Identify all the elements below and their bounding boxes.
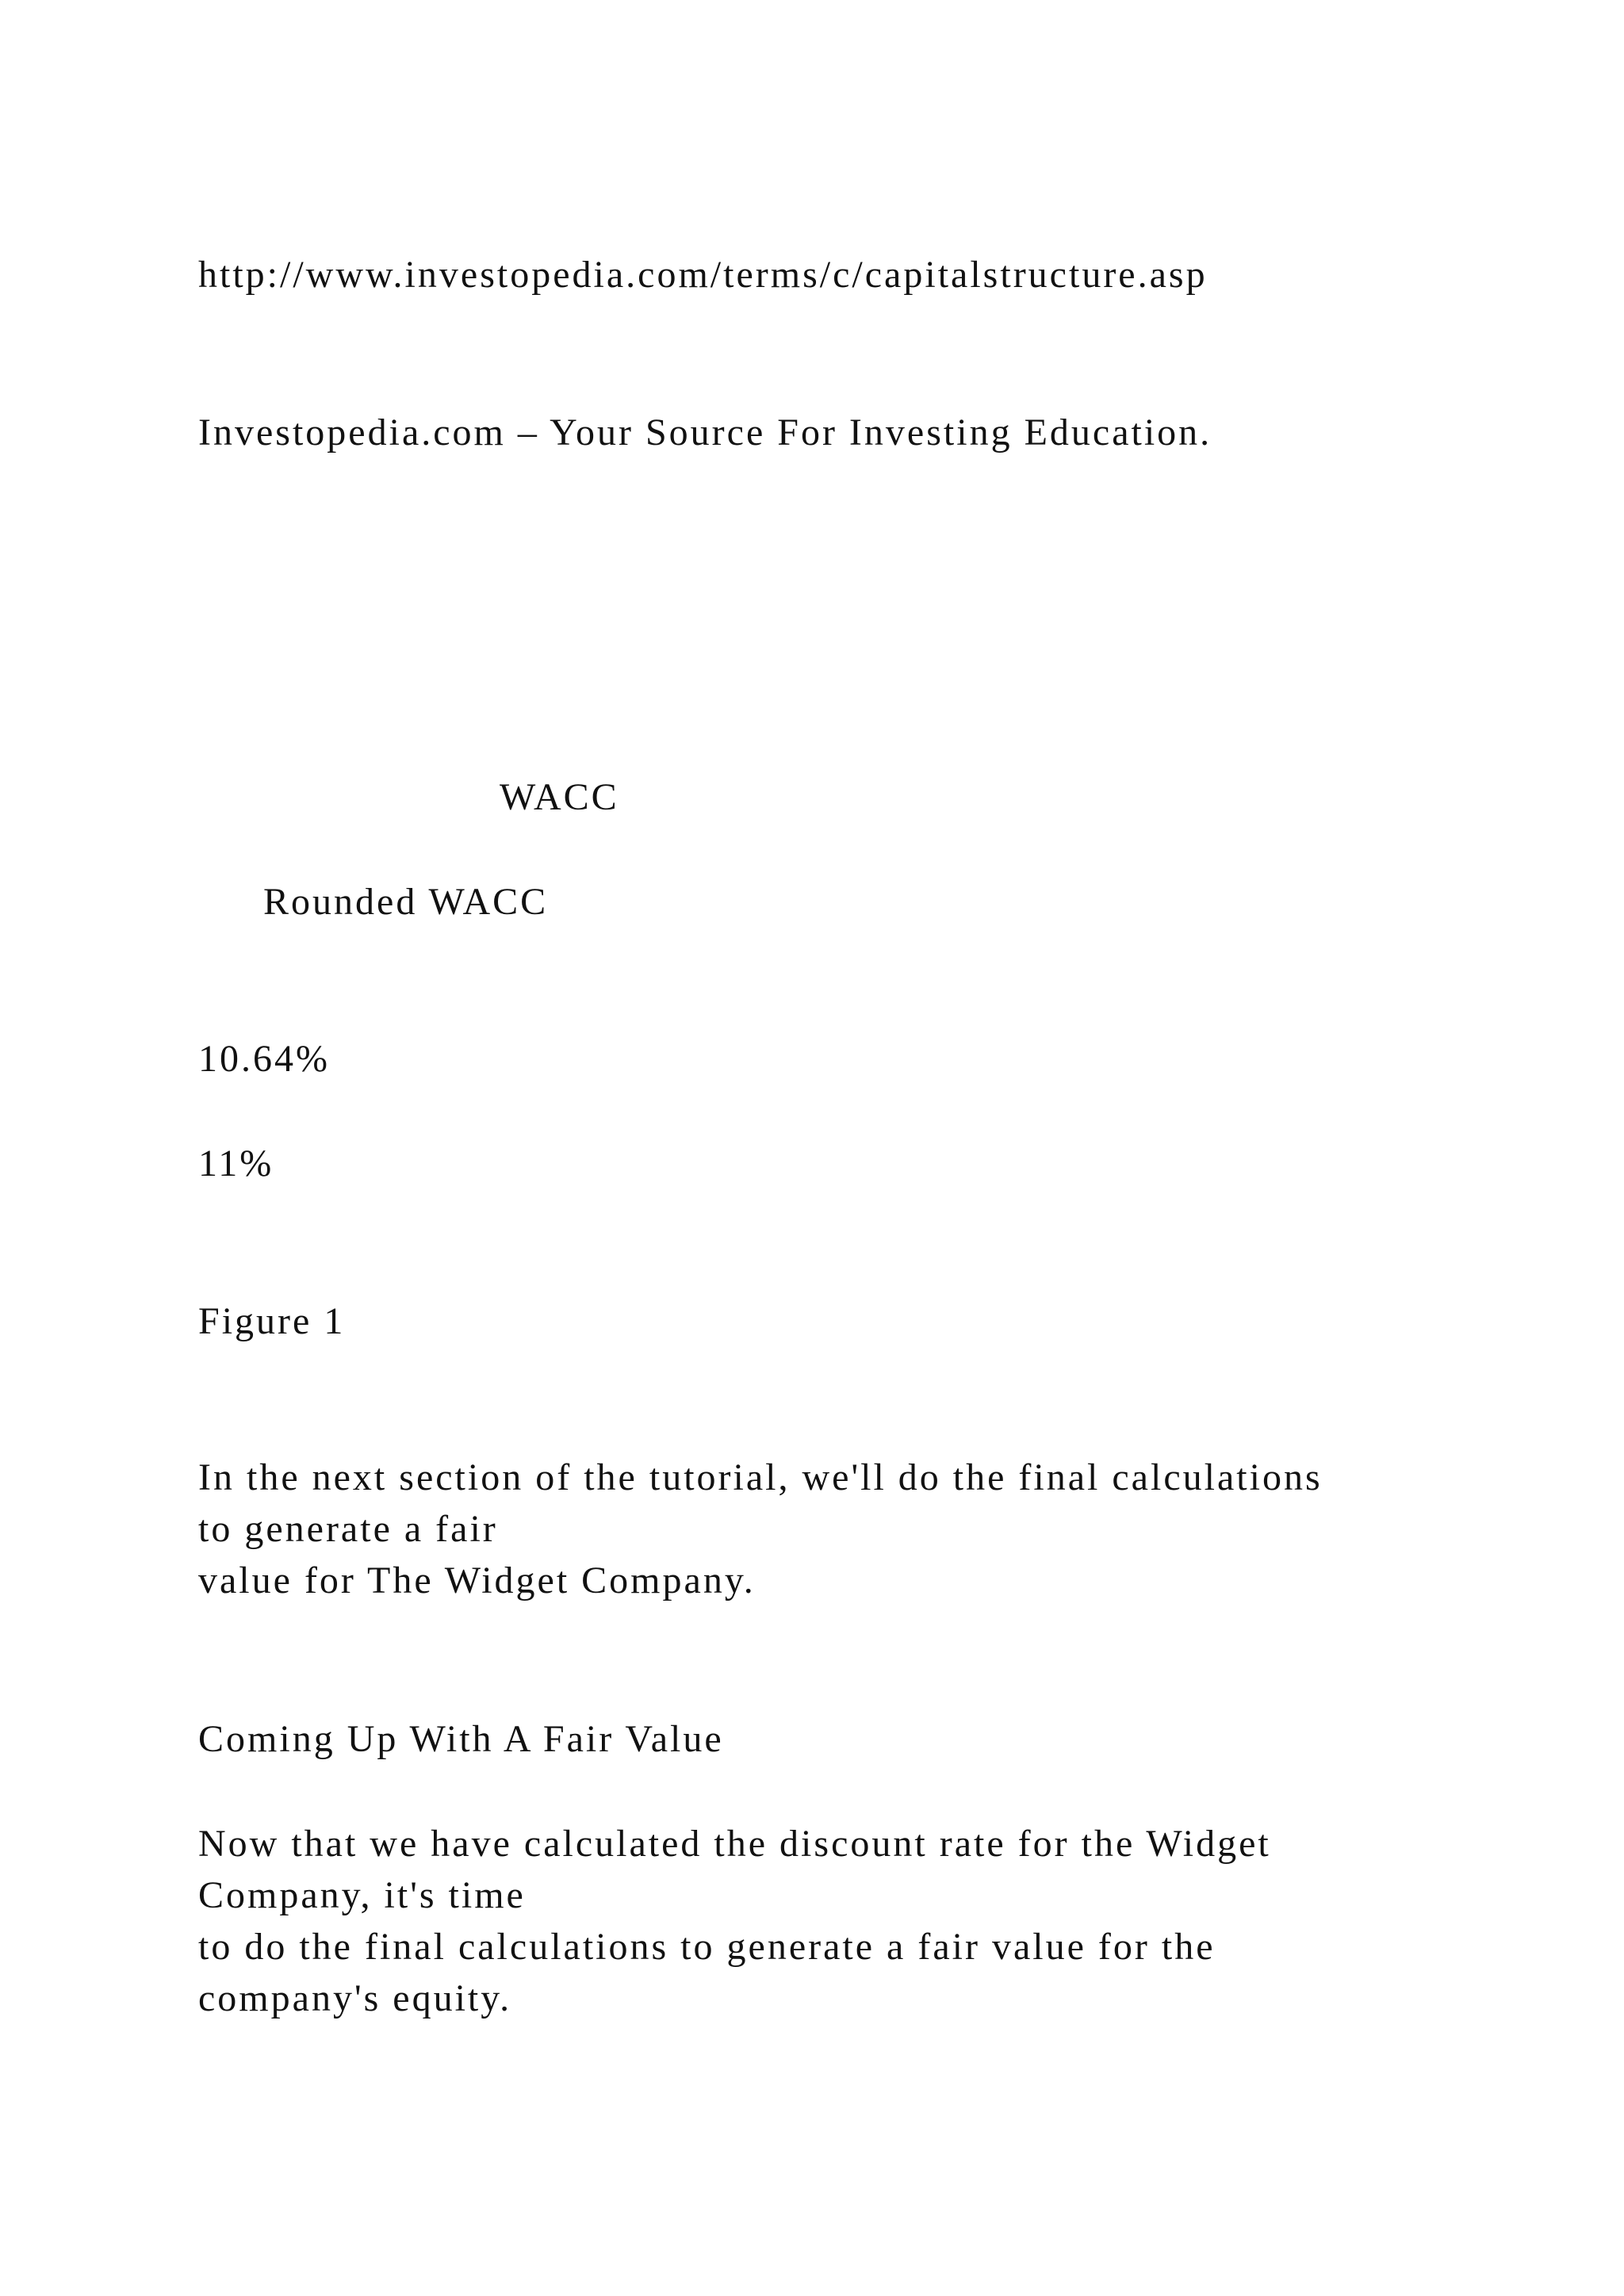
paragraph-line: Company, it's time	[198, 1874, 526, 1916]
source-url: http://www.investopedia.com/terms/c/capitalstructure.asp	[198, 254, 1208, 296]
paragraph-line: value for The Widget Company.	[198, 1559, 756, 1601]
rounded-wacc-value: 11%	[198, 1142, 274, 1184]
fair-value-paragraph	[198, 1818, 1271, 2024]
next-section-paragraph	[198, 1452, 1323, 1606]
paragraph-line: to generate a fair	[198, 1508, 498, 1550]
source-tagline: Investopedia.com – Your Source For Investing Education.	[198, 411, 1212, 453]
paragraph-line: Now that we have calculated the discount rate for the Widget	[198, 1823, 1271, 1865]
rounded-wacc-header: Rounded WACC	[263, 881, 549, 923]
paragraph-line: In the next section of the tutorial, we'll do the final calculations	[198, 1456, 1323, 1498]
wacc-header: WACC	[500, 776, 619, 818]
paragraph-line: to do the final calculations to generate a fair value for the	[198, 1926, 1216, 1968]
section-heading: Coming Up With A Fair Value	[198, 1718, 724, 1760]
paragraph-line: company's equity.	[198, 1977, 512, 2019]
figure-caption: Figure 1	[198, 1300, 346, 1342]
wacc-value: 10.64%	[198, 1038, 330, 1080]
